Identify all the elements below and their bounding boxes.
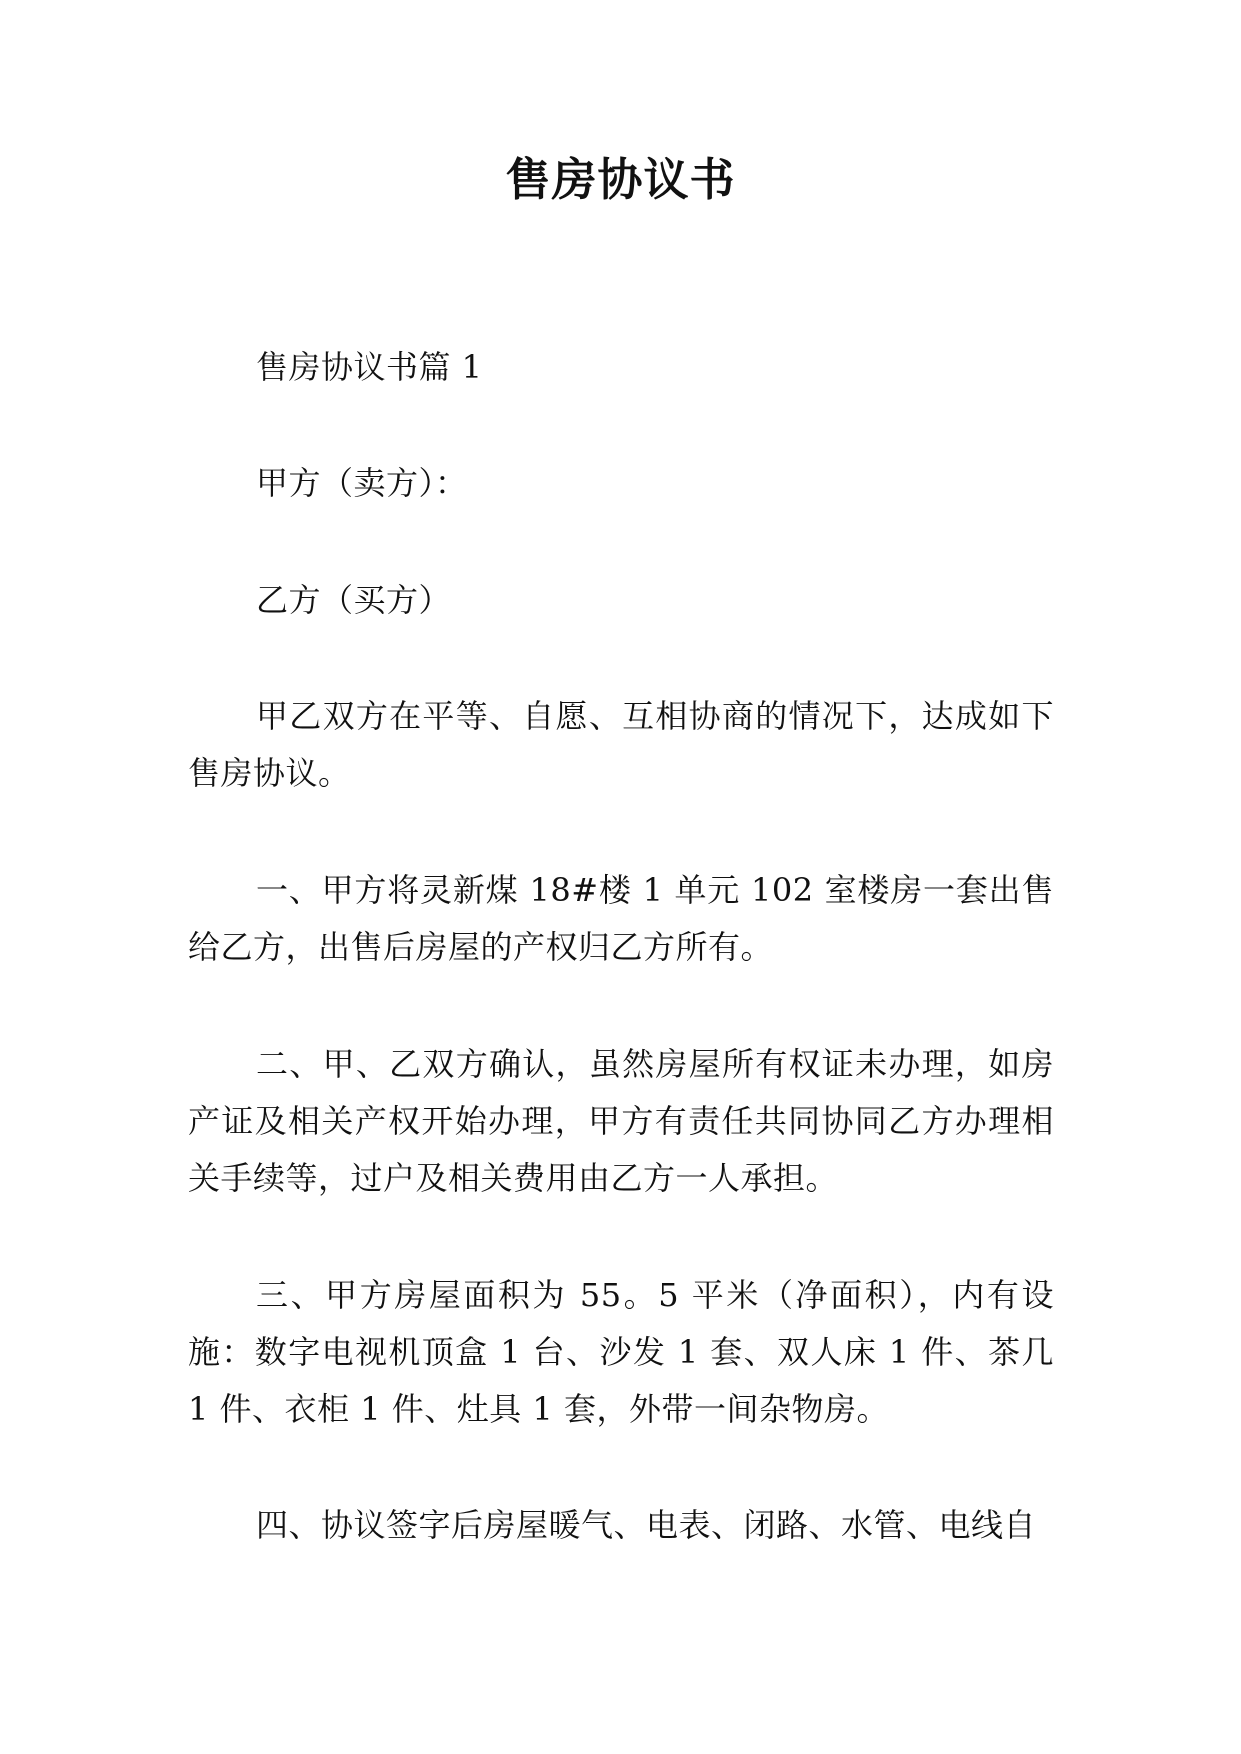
section-heading: 售房协议书篇 1 — [256, 348, 483, 386]
clause-one-paragraph: 一、甲方将灵新煤 18#楼 1 单元 102 室楼房一套出售给乙方，出售后房屋的产权归乙方所有。 — [188, 871, 1054, 966]
clause-three-paragraph: 三、甲方房屋面积为 55。5 平米（净面积），内有设施：数字电视机顶盒 1 台、沙发 1 套、双人床 1 件、茶几 1 件、衣柜 1 件、灶具 1 套，外带一间杂物房。 — [188, 1276, 1054, 1428]
party-b-line: 乙方（买方） — [256, 581, 452, 619]
clause-two-paragraph: 二、甲、乙双方确认，虽然房屋所有权证未办理，如房产证及相关产权开始办理，甲方有责任共同协同乙方办理相关手续等，过户及相关费用由乙方一人承担。 — [188, 1045, 1054, 1197]
agreement-intro-paragraph: 甲乙双方在平等、自愿、互相协商的情况下，达成如下售房协议。 — [188, 697, 1054, 792]
document-title: 售房协议书 — [505, 153, 736, 206]
clause-four-paragraph: 四、协议签字后房屋暖气、电表、闭路、水管、电线自 — [256, 1506, 1037, 1544]
party-a-line: 甲方（卖方）： — [256, 464, 468, 502]
